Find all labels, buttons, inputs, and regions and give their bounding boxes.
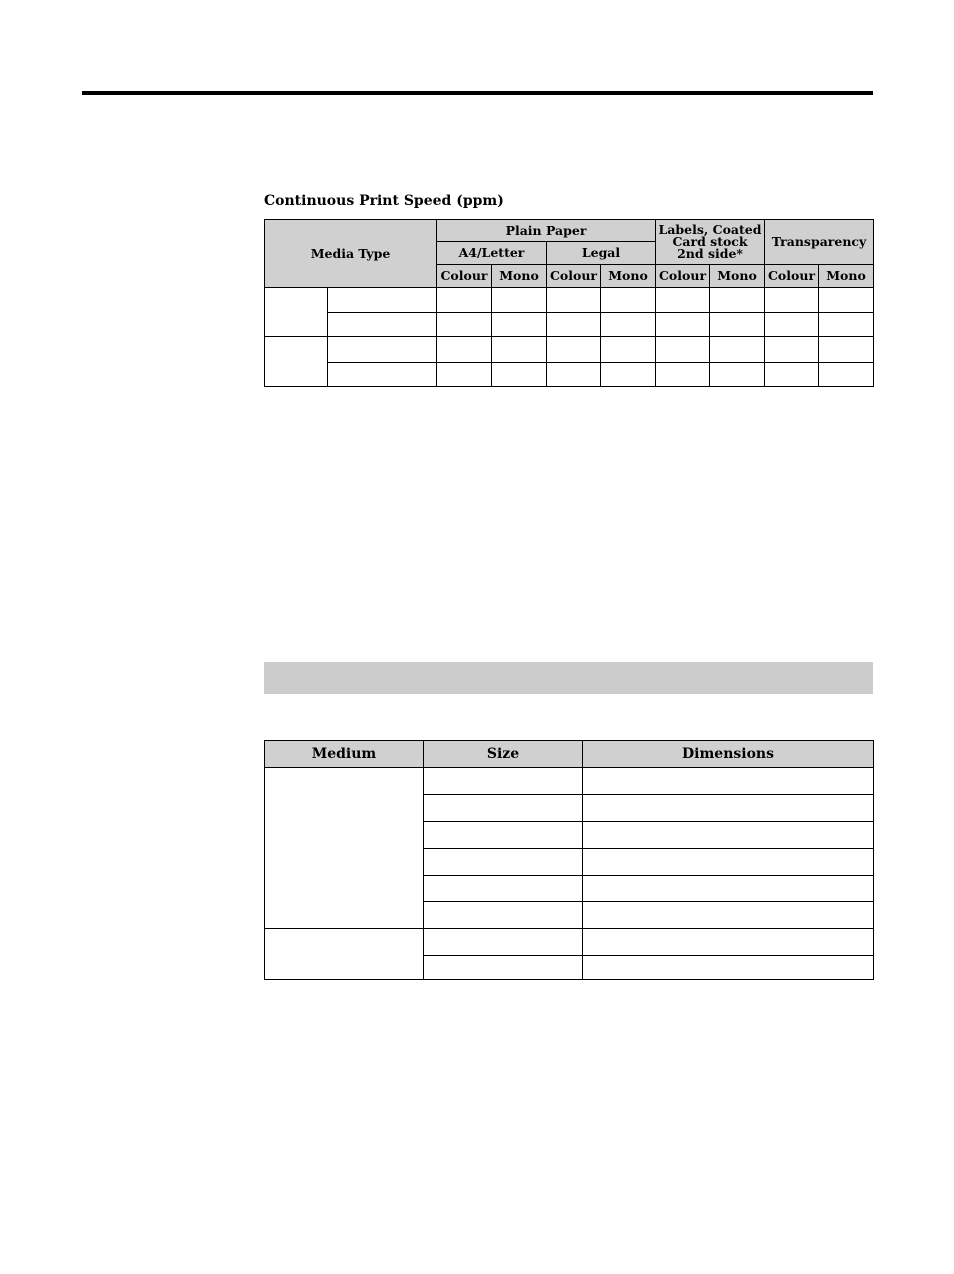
table-row [265,363,874,387]
plain-paper-header: Plain Paper [437,220,656,242]
table-cell [547,313,601,337]
table-row [265,313,874,337]
table-cell [424,929,583,956]
labels-header-line1: Labels, Coated [658,222,762,237]
table-cell [765,288,819,313]
table-cell [265,768,424,929]
table-row [265,288,874,313]
labels-coated-header [656,220,765,265]
table-cell [328,288,437,313]
legal-header: Legal [547,242,656,265]
table-cell [547,337,601,363]
table-cell [424,795,583,822]
table-cell [583,768,874,795]
table-cell [583,822,874,849]
size-header: Size [424,741,583,768]
top-rule [82,91,873,95]
table-cell [265,929,424,980]
table-cell [819,363,874,387]
a4-colour-header: Colour [437,265,492,288]
medium-header: Medium [265,741,424,768]
table-cell [547,363,601,387]
a4-mono-header: Mono [492,265,547,288]
table-cell [492,337,547,363]
table-cell [583,902,874,929]
media-size-table [264,740,874,980]
media-type-header: Media Type [265,220,437,288]
table-cell [656,337,710,363]
table-row [265,337,874,363]
table-cell [424,902,583,929]
table-cell [492,363,547,387]
table-cell [601,313,656,337]
labels-header-line3: 2nd side* [677,246,743,261]
table-cell [424,768,583,795]
table-cell [819,313,874,337]
table-cell [437,288,492,313]
table-cell [601,363,656,387]
table-cell [710,288,765,313]
table-cell [819,288,874,313]
legal-colour-header: Colour [547,265,601,288]
table-cell [819,337,874,363]
speed-table-caption: Continuous Print Speed (ppm) [264,193,504,209]
table-cell [424,876,583,902]
labels-header-line2: Card stock [672,234,748,249]
table-cell [710,363,765,387]
table-cell [328,363,437,387]
table-cell [656,288,710,313]
table-cell [492,288,547,313]
table-cell [437,313,492,337]
transparency-mono-header: Mono [819,265,874,288]
transparency-header: Transparency [765,220,874,265]
table-cell [547,288,601,313]
labels-mono-header: Mono [710,265,765,288]
table-cell [328,313,437,337]
table-cell [583,956,874,980]
table-cell [583,795,874,822]
table-row [265,768,874,795]
table-cell [328,337,437,363]
table-cell [765,337,819,363]
table-cell [437,337,492,363]
table-cell [583,876,874,902]
table-cell [765,363,819,387]
table-row [265,929,874,956]
table-cell [265,288,328,337]
legal-mono-header: Mono [601,265,656,288]
table-cell [656,363,710,387]
table-cell [656,313,710,337]
table-cell [424,849,583,876]
section-heading-bar [264,662,873,694]
print-speed-table [264,219,874,387]
transparency-colour-header: Colour [765,265,819,288]
table-cell [765,313,819,337]
table-cell [601,337,656,363]
table-cell [424,822,583,849]
table-cell [265,337,328,387]
a4-letter-header: A4/Letter [437,242,547,265]
table-cell [583,929,874,956]
table-cell [601,288,656,313]
table-cell [492,313,547,337]
dimensions-header: Dimensions [583,741,874,768]
table-cell [583,849,874,876]
labels-colour-header: Colour [656,265,710,288]
table-cell [424,956,583,980]
table-cell [437,363,492,387]
table-cell [710,337,765,363]
table-cell [710,313,765,337]
